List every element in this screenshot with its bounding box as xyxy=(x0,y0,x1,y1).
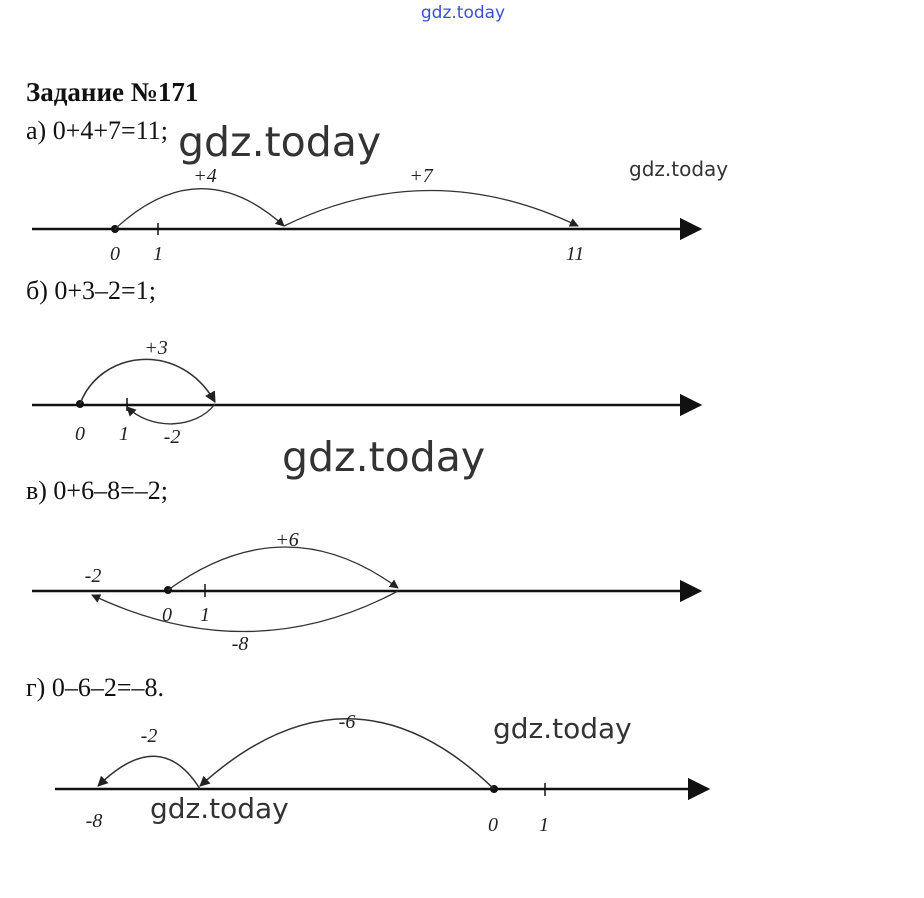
point-label-b-0: 0 xyxy=(75,423,85,445)
jump-label-d1: -6 xyxy=(338,711,356,733)
point-label-c-1: 1 xyxy=(200,604,210,626)
point-label-d-0: 0 xyxy=(488,814,498,836)
equation-a: а) 0+4+7=11; xyxy=(26,116,168,145)
jump-arc-b2 xyxy=(127,404,215,424)
jump-label-b1: +3 xyxy=(144,337,168,359)
point-label-c-minus2: -2 xyxy=(84,565,102,587)
jump-label-a1: +4 xyxy=(193,165,217,187)
jump-arc-b1 xyxy=(80,359,215,404)
point-label-b-1: 1 xyxy=(119,423,129,445)
point-label-a-0: 0 xyxy=(110,243,120,265)
part-b xyxy=(26,276,700,448)
watermark-large-2: gdz.today xyxy=(282,433,486,481)
point-label-d-1: 1 xyxy=(539,814,549,836)
part-d xyxy=(26,673,708,836)
jump-arc-d2 xyxy=(98,756,200,789)
watermark-small-1: gdz.today xyxy=(629,157,729,181)
jump-label-c1: +6 xyxy=(275,529,299,551)
point-label-a-1: 1 xyxy=(153,243,163,265)
equation-b: б) 0+3–2=1; xyxy=(26,276,156,305)
jump-label-b2: -2 xyxy=(163,426,181,448)
jump-label-d2: -2 xyxy=(140,725,158,747)
point-label-d-minus8: -8 xyxy=(85,810,103,832)
watermark-large-1: gdz.today xyxy=(178,118,382,166)
jump-arc-a1 xyxy=(115,189,284,229)
part-c xyxy=(26,476,700,655)
equation-c: в) 0+6–8=–2; xyxy=(26,476,168,505)
watermark-top: gdz.today xyxy=(420,3,506,23)
watermark-medium-2: gdz.today xyxy=(150,792,289,825)
jump-arc-a2 xyxy=(284,191,578,227)
point-label-c-0: 0 xyxy=(162,604,172,626)
jump-label-c2: -8 xyxy=(231,633,249,655)
equation-d: г) 0–6–2=–8. xyxy=(26,673,164,702)
jump-label-a2: +7 xyxy=(409,165,433,187)
point-label-a-11: 11 xyxy=(565,243,585,265)
jump-arc-c2 xyxy=(92,591,398,632)
jump-arc-c1 xyxy=(168,547,398,590)
watermark-medium-1: gdz.today xyxy=(493,712,632,745)
task-title: Задание №171 xyxy=(26,77,199,107)
